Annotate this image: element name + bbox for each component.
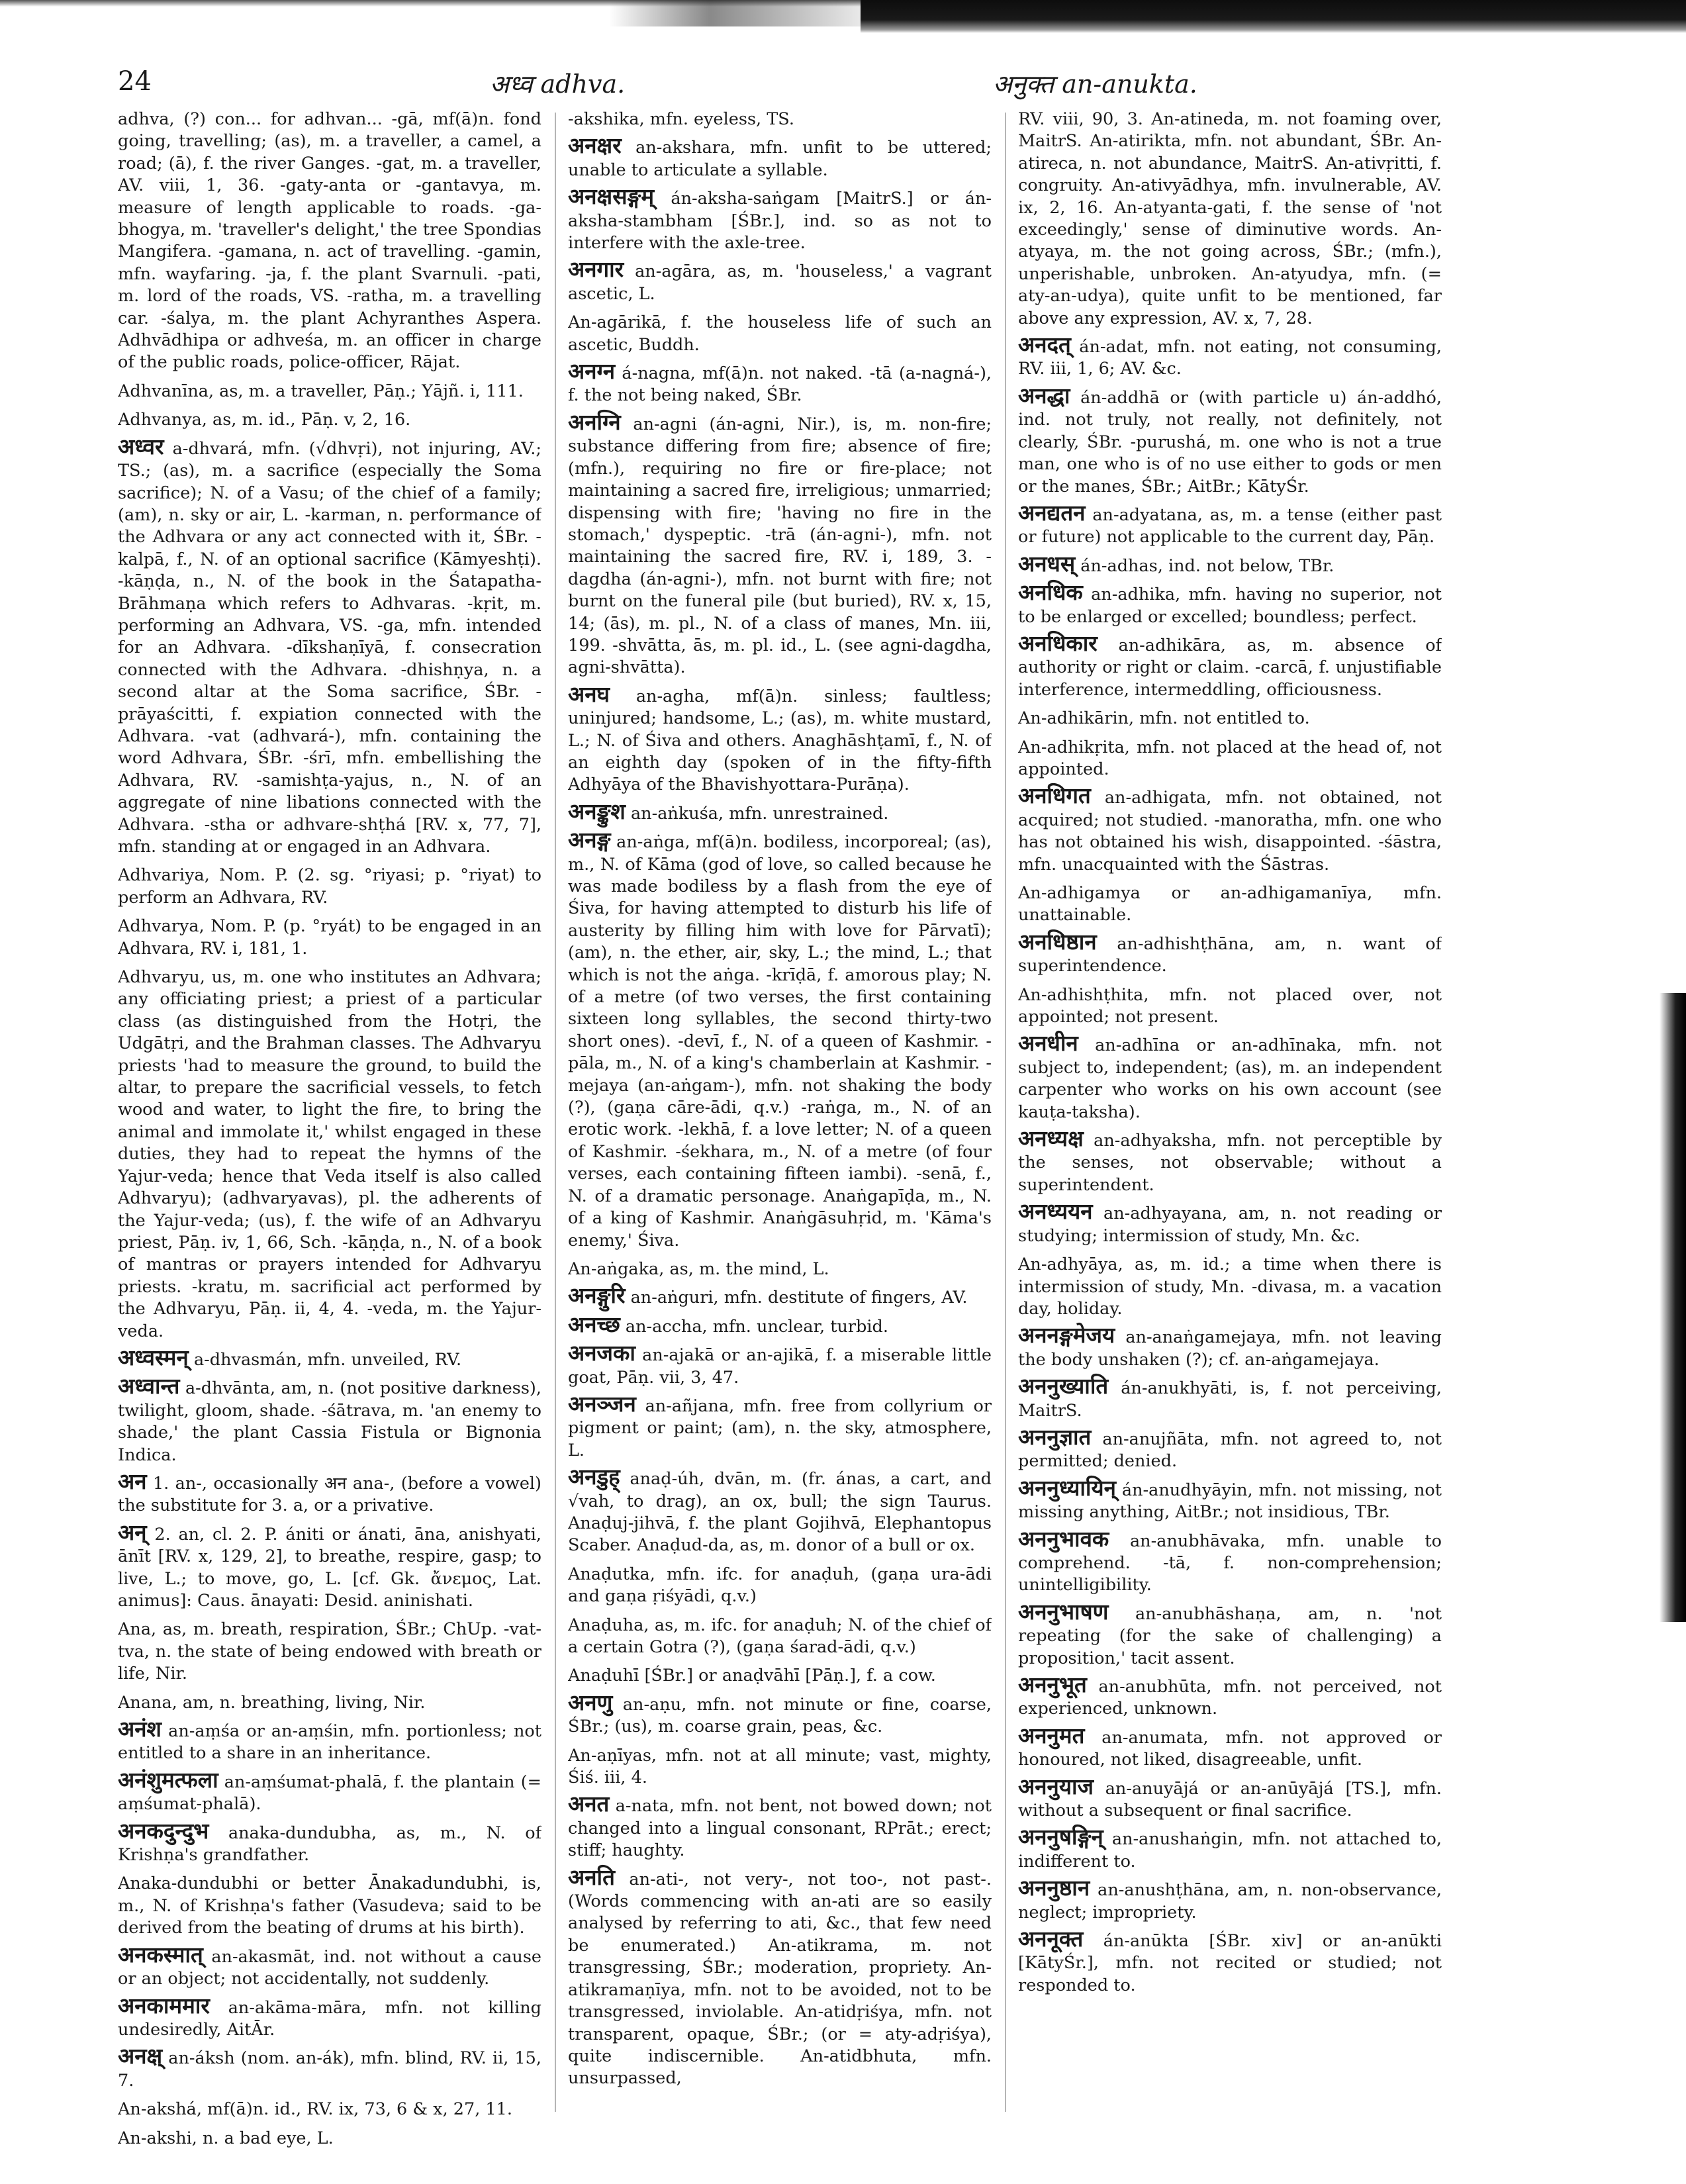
entry-headword: अनति: [568, 1864, 615, 1890]
entry-text: an-aṃśa or an-aṃśin, mfn. portionless; not entitled to a share in an inheritance.: [118, 1721, 541, 1764]
entry-text: an-áksh (nom. an-ák), mfn. blind, RV. ii, 15, 7.: [118, 2048, 541, 2091]
entry-text: án-adat, mfn. not eating, not consuming, RV. iii, 1, 6; AV. &c.: [1018, 337, 1442, 379]
dictionary-entry: [568, 258, 992, 305]
entry-headword: अनत: [568, 1791, 610, 1817]
entry-text: an-anushṭhāna, am, n. non-observance, neglect; impropriety.: [1018, 1880, 1442, 1923]
entry-text: an-adhyaksha, mfn. not perceptible by the senses, not observable; without a superintendent.: [1018, 1131, 1442, 1195]
entry-text: an-adhīna or an-adhīnaka, mfn. not subject to, independent; (as), m. an independent carpenter who works on his own account (see kauṭa-taksha).: [1018, 1035, 1442, 1122]
entry-text: An-adhikṛita, mfn. not placed at the head of, not appointed.: [1018, 737, 1442, 779]
dictionary-entry: [568, 1284, 992, 1309]
entry-text: an-aṃśumat-phalā, f. the plantain (= aṃśumat-phalā).: [118, 1772, 541, 1815]
dictionary-entry: [1018, 928, 1442, 978]
column-rule: [555, 113, 556, 2112]
entry-text: án-addhā or (with particle u) án-addhó, ind. not truly, not really, not definitely, not clearly, ŚBr. -purushá, m. one who is not a true man, one who is of no use either to gods or men or the manes, ŚBr.; AitBr.; KātyŚr.: [1018, 387, 1442, 497]
column-3: [1018, 106, 1442, 2152]
scan-right-edge-shadow: [1660, 993, 1686, 1622]
dictionary-entry: [568, 1793, 992, 1862]
dictionary-entry: [118, 1375, 541, 1466]
entry-text: a-dhvānta, am, n. (not positive darkness), twilight, gloom, shade. -śātrava, m. 'an enemy to shade,' the plant Cassia Fistula or Bignonia Indica.: [118, 1378, 541, 1465]
entry-text: an-adhyayana, am, n. not reading or studying; intermission of study, Mn. &c.: [1018, 1204, 1442, 1246]
entry-text: Anaḍuhī [ŚBr.] or anaḍvāhī [Pāṇ.], f. a cow.: [568, 1666, 936, 1686]
entry-text: an-aṅga, mf(ā)n. bodiless, incorporeal; (as), m., N. of Kāma (god of love, so called because he was made bodiless by a flash from the eye of Śiva, for having attempted to disturb his life of austerity by filling him with love for Pārvatī); (am), n. the ether, air, sky, L.; the mind, L.; that which is not the aṅga. -krīḍā, f. amorous play; N. of a metre (of two verses, the first containing sixteen long syllables, the second thirty-two short ones). -devī, f., N. of a queen of Kashmir. -pāla, m., N. of a king's chamberlain at Kashmir. -mejaya (an-aṅgam-), mfn. not shaking the body (?), (gaṇa cāre-ādi, q.v.) -raṅga, m., N. of an erotic work. -lekhā, f. a love letter; N. of a queen of Kashmir. -śekhara, m., N. of a metre (of four verses, each containing fifteen iambi). -senā, f., N. of a dramatic personage. Anaṅgapīḍa, m., N. of a king of Kashmir. Anaṅgāsuhṛid, m. 'Kāma's enemy,' Śiva.: [568, 832, 992, 1251]
entry-text: an-anubhāvaka, mfn. unable to comprehend. -tā, f. non-comprehension; unintelligibility.: [1018, 1531, 1442, 1595]
entry-headword: अध्वस्मन्: [118, 1344, 189, 1370]
entry-headword: अनणु: [568, 1689, 613, 1715]
dictionary-entry: [118, 2096, 541, 2120]
entry-text: a-nata, mfn. not bent, not bowed down; not changed into a lingual consonant, RPrāt.; erect; stiff; haughty.: [568, 1796, 992, 1861]
entry-headword: अनग्न: [568, 358, 616, 385]
entry-headword: अननुभावक: [1018, 1525, 1109, 1552]
dictionary-entry: [118, 1817, 541, 1867]
dictionary-entry: [1018, 982, 1442, 1029]
entry-text: an-ati-, not very-, not too-, not past-. (Words commencing with an-ati are so easily analysed by referring to ati, &c., that few need be enumerated.) An-atikrama, m. not transgressing, ŚBr.; moderation, propriety. An-atikramaṇīya, mfn. not to be avoided, not to be transgressed, inviolable. An-atidṛiśya, mfn. not transparent, opaque, ŚBr.; (or = aty-adṛiśya), quite indiscernible. An-atidbhuta, mfn. unsurpassed,: [568, 1869, 992, 2089]
entry-text: Adhvariya, Nom. P. (2. sg. °riyasi; p. °riyat) to perform an Adhvara, RV.: [118, 865, 541, 908]
entry-text: an-agni (án-agni, Nir.), is, m. non-fire; substance differing from fire; absence of fire; (mfn.), requiring no fire or fire-place; not maintaining a sacred fire, irreligious; unmarried; dispensing with fire; 'having no fire in the stomach,' dyspeptic. -trā (án-agni-), mfn. not maintaining the sacred fire, RV. i, 189, 3. -dagdha (án-agni-), mfn. not burnt with fire; not burnt on the funeral pile (but buried), RV. x, 15, 14; (ās), m. pl., N. of a class of manes, Mn. iii, 199. -shvātta, ās, m. pl. id., L. (see agni-dagdha, agni-shvātta).: [568, 414, 992, 678]
entry-text: Adhvanya, as, m. id., Pāṇ. v, 2, 16.: [118, 410, 411, 430]
dictionary-entry: [118, 1870, 541, 1939]
dictionary-entry: [1018, 382, 1442, 498]
entry-headword: अनदत्: [1018, 332, 1071, 358]
entry-headword: अनङ्ग: [568, 827, 611, 853]
entry-headword: अनडुह्: [568, 1464, 620, 1490]
entry-headword: अनच्छ: [568, 1311, 620, 1337]
entry-text: An-adhyāya, as, m. id.; a time when there is intermission of study, Mn. -divasa, m. a vacation day, holiday.: [1018, 1255, 1442, 1319]
entry-text: An-aṇīyas, mfn. not at all minute; vast, mighty, Śiś. iii, 4.: [568, 1745, 992, 1788]
column-rule: [1005, 113, 1006, 2112]
entry-headword: अननुयाज: [1018, 1773, 1094, 1799]
entry-text: an-aṅguri, mfn. destitute of fingers, AV.: [630, 1288, 968, 1308]
entry-text: an-akshara, mfn. unfit to be uttered; unable to articulate a syllable.: [568, 138, 992, 180]
entry-text: an-añjana, mfn. free from collyrium or pigment or paint; (am), n. the sky, atmosphere, L.: [568, 1396, 992, 1460]
entry-headword: अध्वान्त: [118, 1373, 180, 1400]
dictionary-entry: [1018, 1423, 1442, 1473]
dictionary-entry: [568, 1561, 992, 1608]
dictionary-entry: [118, 1992, 541, 2042]
entry-text: anaḍ-úh, dvān, m. (fr. ánas, a cart, and √vah, to drag), an ox, bull; the sign Taurus. Anaḍuj-jihvā, f. the plant Gojihvā, Elephantopus Scaber. Anaḍud-da, as, m. donor of a bull or ox.: [568, 1469, 992, 1556]
dictionary-entry: [568, 1256, 992, 1280]
entry-headword: अनंश: [118, 1716, 162, 1742]
dictionary-entry: [118, 1470, 541, 1517]
dictionary-entry: [118, 913, 541, 960]
dictionary-entry: [1018, 1375, 1442, 1422]
dictionary-entry: [568, 683, 992, 796]
dictionary-entry: [1018, 334, 1442, 381]
entry-headword: अन: [118, 1468, 147, 1494]
entry-text: an-adhikāra, as, m. absence of authority or right or claim. -carcā, f. unjustifiable interference, intermeddling, officiousness.: [1018, 635, 1442, 700]
entry-headword: अनध्यक्ष: [1018, 1125, 1084, 1152]
dictionary-entry: [568, 1866, 992, 2090]
entry-headword: अननुभूत: [1018, 1672, 1087, 1697]
dictionary-entry: [1018, 1251, 1442, 1320]
entry-text: Anaḍuha, as, m. ifc. for anaḍuh; N. of the chief of a certain Gotra (?), (gaṇa śarad-ādi, q.v.): [568, 1615, 992, 1657]
dictionary-entry: [1018, 1598, 1442, 1670]
entry-headword: अनंशुमत्फला: [118, 1766, 218, 1793]
entry-text: án-anūkta [ŚBr. xiv] or an-anūkti [KātyŚr.], mfn. not recited or studied; not responded to.: [1018, 1931, 1442, 1995]
dictionary-entry: [568, 134, 992, 181]
entry-headword: अनगार: [568, 256, 624, 283]
dictionary-entry: [568, 1313, 992, 1338]
dictionary-entry: [118, 2045, 541, 2092]
dictionary-entry: [1018, 734, 1442, 781]
entry-headword: अनजका: [568, 1340, 635, 1366]
entry-text: an-aṅkuśa, mfn. unrestrained.: [630, 803, 889, 824]
dictionary-entry: [118, 1718, 541, 1765]
entry-text: an-anujñāta, mfn. not agreed to, not permitted; denied.: [1018, 1429, 1442, 1472]
entry-headword: अनकस्मात्: [118, 1941, 203, 1968]
dictionary-entry: [568, 360, 992, 407]
entry-headword: अनग्नि: [568, 408, 621, 435]
entry-text: an-anubhāshaṇa, am, n. 'not repeating (for the sake of challenging) a proposition,' tacit assent.: [1018, 1603, 1442, 1668]
entry-text: án-adhas, ind. not below, TBr.: [1080, 555, 1335, 576]
dictionary-entry: [568, 185, 992, 254]
dictionary-entry: [1018, 1877, 1442, 1924]
entry-headword: अननुमत: [1018, 1722, 1085, 1748]
entry-headword: अनधिष्ठान: [1018, 928, 1097, 955]
entry-headword: अननुभाषण: [1018, 1598, 1109, 1625]
entry-headword: अनद्यतन: [1018, 499, 1086, 526]
entry-text: an-anuyājá or an-anūyājá [TS.], mfn. without a subsequent or final sacrifice.: [1018, 1778, 1442, 1821]
entry-text: an-anushaṅgin, mfn. not attached to, indifferent to.: [1018, 1829, 1442, 1872]
entry-text: án-anudhyāyin, mfn. not missing, not missing anything, AitBr.; not insidious, TBr.: [1018, 1480, 1442, 1523]
dictionary-entry: [1018, 784, 1442, 876]
entry-text: an-anumata, mfn. not approved or honoured, not liked, disagreeable, unfit.: [1018, 1727, 1442, 1770]
dictionary-entry: [118, 1941, 541, 1991]
entry-text: an-anaṅgamejaya, mfn. not leaving the body unshaken (?); cf. an-aṅgamejaya.: [1018, 1327, 1442, 1370]
dictionary-entry: [1018, 1200, 1442, 1247]
dictionary-entry: [118, 106, 541, 374]
entry-headword: अनध्ययन: [1018, 1198, 1093, 1225]
entry-text: 2. an, cl. 2. P. ániti or ánati, āna, anishyati, ānīt [RV. x, 129, 2], to breathe, respire, gasp; to live, L.; to move, go, L. [cf. Gk. ἄνεμος, Lat. animus]: Caus. ānayati: Desid. aninishati.: [118, 1524, 541, 1611]
entry-text: adhva, (?) con... for adhvan... -gā, mf(ā)n. fond going, travelling; (as), m. a traveller, a camel, a road; (ā), f. the river Ganges. -gat, m. a traveller, AV. viii, 1, 36. -gaty-anta or -gantavya, m. measure of length applicable to roads. -ga-bhogya, m. 'traveller's delight,' the tree Spondias Mangifera. -gamana, n. act of travelling. -gamin, mfn. wayfaring. -ja, f. the plant Svarnuli. -pati, m. lord of the roads, VS. -ratha, m. a travelling car. -śalya, m. the plant Achyranthes Aspera. Adhvādhipa or adhveśa, m. an officer in charge of the public roads, police-officer, Rājat.: [118, 109, 541, 373]
scan-top-right-shadow: [861, 0, 1686, 33]
entry-text: an-agha, mf(ā)n. sinless; faultless; uninjured; handsome, L.; (as), m. white mustard, L.; N. of Śiva and others. Anaghāshṭamī, f., N. of an eighth day (spoken of in the fifty-fifth Adhyāya of the Bhavishyottara-Purāṇa).: [568, 686, 992, 795]
entry-text: án-aksha-saṅgam [MaitrS.] or án-aksha-stambham [ŚBr.], ind. so as not to interfere with the axle-tree.: [568, 189, 992, 254]
entry-text: á-nagna, mf(ā)n. not naked. -tā (a-nagná-), f. the not being naked, ŚBr.: [568, 363, 992, 406]
dictionary-entry: [568, 1466, 992, 1557]
dictionary-entry: [1018, 550, 1442, 577]
entry-headword: अनधिगत: [1018, 783, 1091, 809]
dictionary-entry: [568, 800, 992, 825]
dictionary-entry: [1018, 1928, 1442, 1997]
entry-text: Adhvanīna, as, m. a traveller, Pāṇ.; Yājñ. i, 111.: [118, 381, 524, 401]
entry-text: An-adhishṭhita, mfn. not placed over, not appointed; not present.: [1018, 984, 1442, 1027]
entry-text: An-adhikārin, mfn. not entitled to.: [1018, 708, 1310, 729]
entry-headword: अननुज्ञात: [1018, 1423, 1092, 1450]
entry-text: Adhvarya, Nom. P. (p. °ryát) to be engaged in an Adhvara, RV. i, 181, 1.: [118, 916, 541, 959]
dictionary-entry: [1018, 499, 1442, 549]
dictionary-entry: [1018, 581, 1442, 628]
entry-headword: अनधिक: [1018, 579, 1083, 606]
entry-text: Anaḍutka, mfn. ifc. for anaḍuh, (gaṇa ura-ādi and gaṇa ṛiśyādi, q.v.): [568, 1564, 992, 1607]
column-2: [568, 106, 992, 2152]
dictionary-entry: [568, 1662, 992, 1687]
dictionary-entry: [1018, 106, 1442, 330]
entry-headword: अनङ्गुरि: [568, 1282, 626, 1309]
entry-text: Adhvaryu, us, m. one who institutes an Adhvara; any officiating priest; a priest of a particular class (as distinguished from the Hotṛi, the Udgātṛi, and the Brahman classes. The Adhvaryu priests 'had to measure the ground, to build the altar, to prepare the sacrificial vessels, to fetch wood and water, to light the fire, to bring the animal and immolate it,' whilst engaged in these duties, they had to repeat the hymns of the Yajur-veda; hence that Veda itself is also called Adhvaryu); (adhvaryavas), pl. the adherents of the Yajur-veda; (us), f. the wife of an Adhvaryu priest, Pāṇ. iv, 1, 66, Sch. -kāṇḍa, n., N. of a book of mantras or prayers intended for Adhvaryu priests. -kratu, m. sacrificial act performed by the Adhvaryu, Pāṇ. ii, 4, 4. -veda, m. the Yajur-veda.: [118, 967, 541, 1341]
entry-text: a-dhvará, mfn. (√dhvṛi), not injuring, AV.; TS.; (as), m. a sacrifice (especially the Soma sacrifice); N. of a Vasu; of the chief of a family; (am), n. sky or air, L. -karman, n. performance of the Adhvara or any act connected with it, ŚBr. -kalpā, f., N. of an optional sacrifice (Kāmyeshṭi). -kāṇḍa, n., N. of the book in the Śatapatha-Brāhmaṇa which refers to Adhvaras. -kṛit, m. performing an Adhvara, VS. -ga, mfn. intended for an Adhvara. -dīkshaṇīyā, f. consecration connected with the Adhvara. -dhishṇya, n. a second altar at the Soma sacrifice, ŚBr. -prāyaścitti, f. expiation connected with the Adhvara. -vat (adhvará-), mfn. containing the word Adhvara, ŚBr. -śrī, mfn. embellishing the Adhvara, RV. -samishṭa-yajus, n., N. of an aggregate of nine libations connected with the Adhvara. -stha or adhvare-shṭhá [RV. x, 77, 7], mfn. standing at or engaged in an Adhvara.: [118, 438, 541, 857]
dictionary-entry: [1018, 1127, 1442, 1196]
dictionary-entry: [568, 1390, 992, 1462]
entry-headword: अनक्षर: [568, 132, 622, 159]
dictionary-entry: [118, 1689, 541, 1714]
entry-text: an-anubhūta, mfn. not perceived, not experienced, unknown.: [1018, 1677, 1442, 1719]
dictionary-entry: [118, 1521, 541, 1613]
dictionary-entry: [1018, 880, 1442, 927]
entry-text: an-agāra, as, m. 'houseless,' a vagrant ascetic, L.: [568, 261, 992, 304]
entry-text: -akshika, mfn. eyeless, TS.: [568, 109, 794, 129]
entry-headword: अनधस्: [1018, 550, 1076, 577]
entry-headword: अनक्षसङ्गम्: [568, 183, 655, 210]
dictionary-entry: [1018, 1474, 1442, 1524]
entry-text: An-adhigamya or an-adhigamanīya, mfn. unattainable.: [1018, 883, 1442, 926]
entry-headword: अनङ्कुश: [568, 798, 626, 824]
entry-headword: अनद्धा: [1018, 382, 1070, 408]
dictionary-entry: [568, 1612, 992, 1659]
entry-headword: अननङ्गमेजय: [1018, 1322, 1115, 1349]
entry-text: an-adhigata, mfn. not obtained, not acquired; not studied. -manoratha, mfn. one who has not obtained his wish, disappointed. -śāstra, mfn. unacquainted with the Śāstras.: [1018, 788, 1442, 875]
entry-text: Anana, am, n. breathing, living, Nir.: [118, 1692, 426, 1713]
entry-headword: अनञ्जन: [568, 1390, 636, 1417]
page-number: 24: [118, 66, 152, 97]
entry-text: Anaka-dundubhi or better Ānakadundubhi, is, m., N. of Krishṇa's father (Vasudeva; said to be derived from the beating of drums at his birth).: [118, 1874, 541, 1938]
entry-text: an-adhika, mfn. having no superior, not to be enlarged or excelled; boundless; perfect.: [1018, 585, 1442, 627]
entry-text: an-accha, mfn. unclear, turbid.: [625, 1316, 888, 1337]
entry-text: an-akāma-māra, mfn. not killing undesiredly, AitĀr.: [118, 1997, 541, 2040]
entry-headword: अनकाममार: [118, 1992, 210, 2018]
dictionary-entry: [118, 1344, 541, 1371]
dictionary-entry: [1018, 1674, 1442, 1721]
entry-headword: अननूक्त: [1018, 1926, 1084, 1952]
dictionary-entry: [118, 1766, 541, 1816]
entry-text: Ana, as, m. breath, respiration, ŚBr.; ChUp. -vat-tva, n. the state of being endowed with breath or life, Nir.: [118, 1619, 541, 1684]
running-header-left: अध्व adhva.: [490, 70, 626, 99]
dictionary-entry: [1018, 1826, 1442, 1873]
entry-text: an-ajakā or an-ajikā, f. a miserable little goat, Pāṇ. vii, 3, 47.: [568, 1345, 992, 1388]
dictionary-entry: [568, 1342, 992, 1389]
scan-top-smudge: [609, 0, 861, 26]
entry-headword: अनक्ष्: [118, 2043, 163, 2069]
dictionary-entry: [118, 406, 541, 431]
dictionary-entry: [118, 1616, 541, 1685]
dictionary-entry: [568, 1742, 992, 1789]
entry-text: An-akshá, mf(ā)n. id., RV. ix, 73, 6 & x, 27, 11.: [118, 2099, 512, 2120]
entry-text: An-agārikā, f. the houseless life of such an ascetic, Buddh.: [568, 312, 992, 355]
entry-headword: अननुषङ्गिन्: [1018, 1824, 1103, 1850]
dictionary-entry: [118, 862, 541, 909]
entry-text: an-akasmāt, ind. not without a cause or an object; not accidentally, not suddenly.: [118, 1946, 541, 1989]
entry-headword: अननुष्ठान: [1018, 1875, 1090, 1901]
entry-headword: अननुध्यायिन्: [1018, 1474, 1116, 1501]
dictionary-entry: [118, 2125, 541, 2150]
entry-text: 1. an-, occasionally अन ana-, (before a vowel) the substitute for 3. a, or a privative.: [118, 1473, 541, 1516]
entry-text: án-anukhyāti, is, f. not perceiving, MaitrS.: [1018, 1378, 1442, 1421]
entry-text: an-aṇu, mfn. not minute or fine, coarse, ŚBr.; (us), m. coarse grain, peas, &c.: [568, 1694, 992, 1737]
dictionary-entry: [568, 1691, 992, 1738]
entry-headword: अन्: [118, 1519, 147, 1545]
dictionary-entry: [568, 309, 992, 356]
entry-headword: अनधिकार: [1018, 630, 1098, 656]
entry-text: anaka-dundubha, as, m., N. of Krishṇa's grandfather.: [118, 1823, 541, 1866]
dictionary-entry: [1018, 1773, 1442, 1823]
dictionary-entry: [118, 433, 541, 859]
entry-headword: अनघ: [568, 681, 610, 707]
dictionary-entry: [1018, 1525, 1442, 1597]
column-1: [118, 106, 541, 2152]
dictionary-entry: [1018, 632, 1442, 701]
entry-text: an-adhishṭhāna, am, n. want of superintendence.: [1018, 933, 1442, 976]
entry-text: RV. viii, 90, 3. An-atineda, m. not foaming over, MaitrS. An-atirikta, mfn. not abundant, ŚBr. An-atireca, n. not abundance, MaitrS. An-ativṛitti, f. congruity. An-ativyādhya, mfn. invulnerable, AV. ix, 2, 16. An-atyanta-gati, f. the sense of 'not exceedingly,' sense of diminutive words. An-atyaya, m. the not going across, ŚBr.; (mfn.), unperishable, unbroken. An-atyudya, mfn. (= aty-an-udya), quite unfit to be mentioned, far above any expression, AV. x, 7, 28.: [1018, 109, 1442, 328]
dictionary-entry: [568, 106, 992, 130]
dictionary-entry: [568, 829, 992, 1252]
dictionary-entry: [1018, 1324, 1442, 1371]
entry-text: An-aṅgaka, as, m. the mind, L.: [568, 1258, 829, 1279]
running-header-right: अनुक्त an-anukta.: [993, 70, 1197, 99]
entry-text: a-dhvasmán, mfn. unveiled, RV.: [193, 1349, 462, 1370]
entry-headword: अनधीन: [1018, 1030, 1078, 1057]
dictionary-entry: [1018, 1032, 1442, 1123]
dictionary-entry: [1018, 705, 1442, 730]
entry-headword: अननुख्याति: [1018, 1373, 1109, 1400]
entry-text: An-akshi, n. a bad eye, L.: [118, 2128, 334, 2148]
entry-headword: अनकदुन्दुभ: [118, 1817, 209, 1844]
dictionary-entry: [118, 378, 541, 403]
entry-headword: अध्वर: [118, 433, 164, 459]
entry-text: an-adyatana, as, m. a tense (either past or future) not applicable to the current day, Pāṇ.: [1018, 504, 1442, 547]
dictionary-entry: [118, 964, 541, 1343]
dictionary-entry: [1018, 1722, 1442, 1772]
dictionary-entry: [568, 408, 992, 679]
